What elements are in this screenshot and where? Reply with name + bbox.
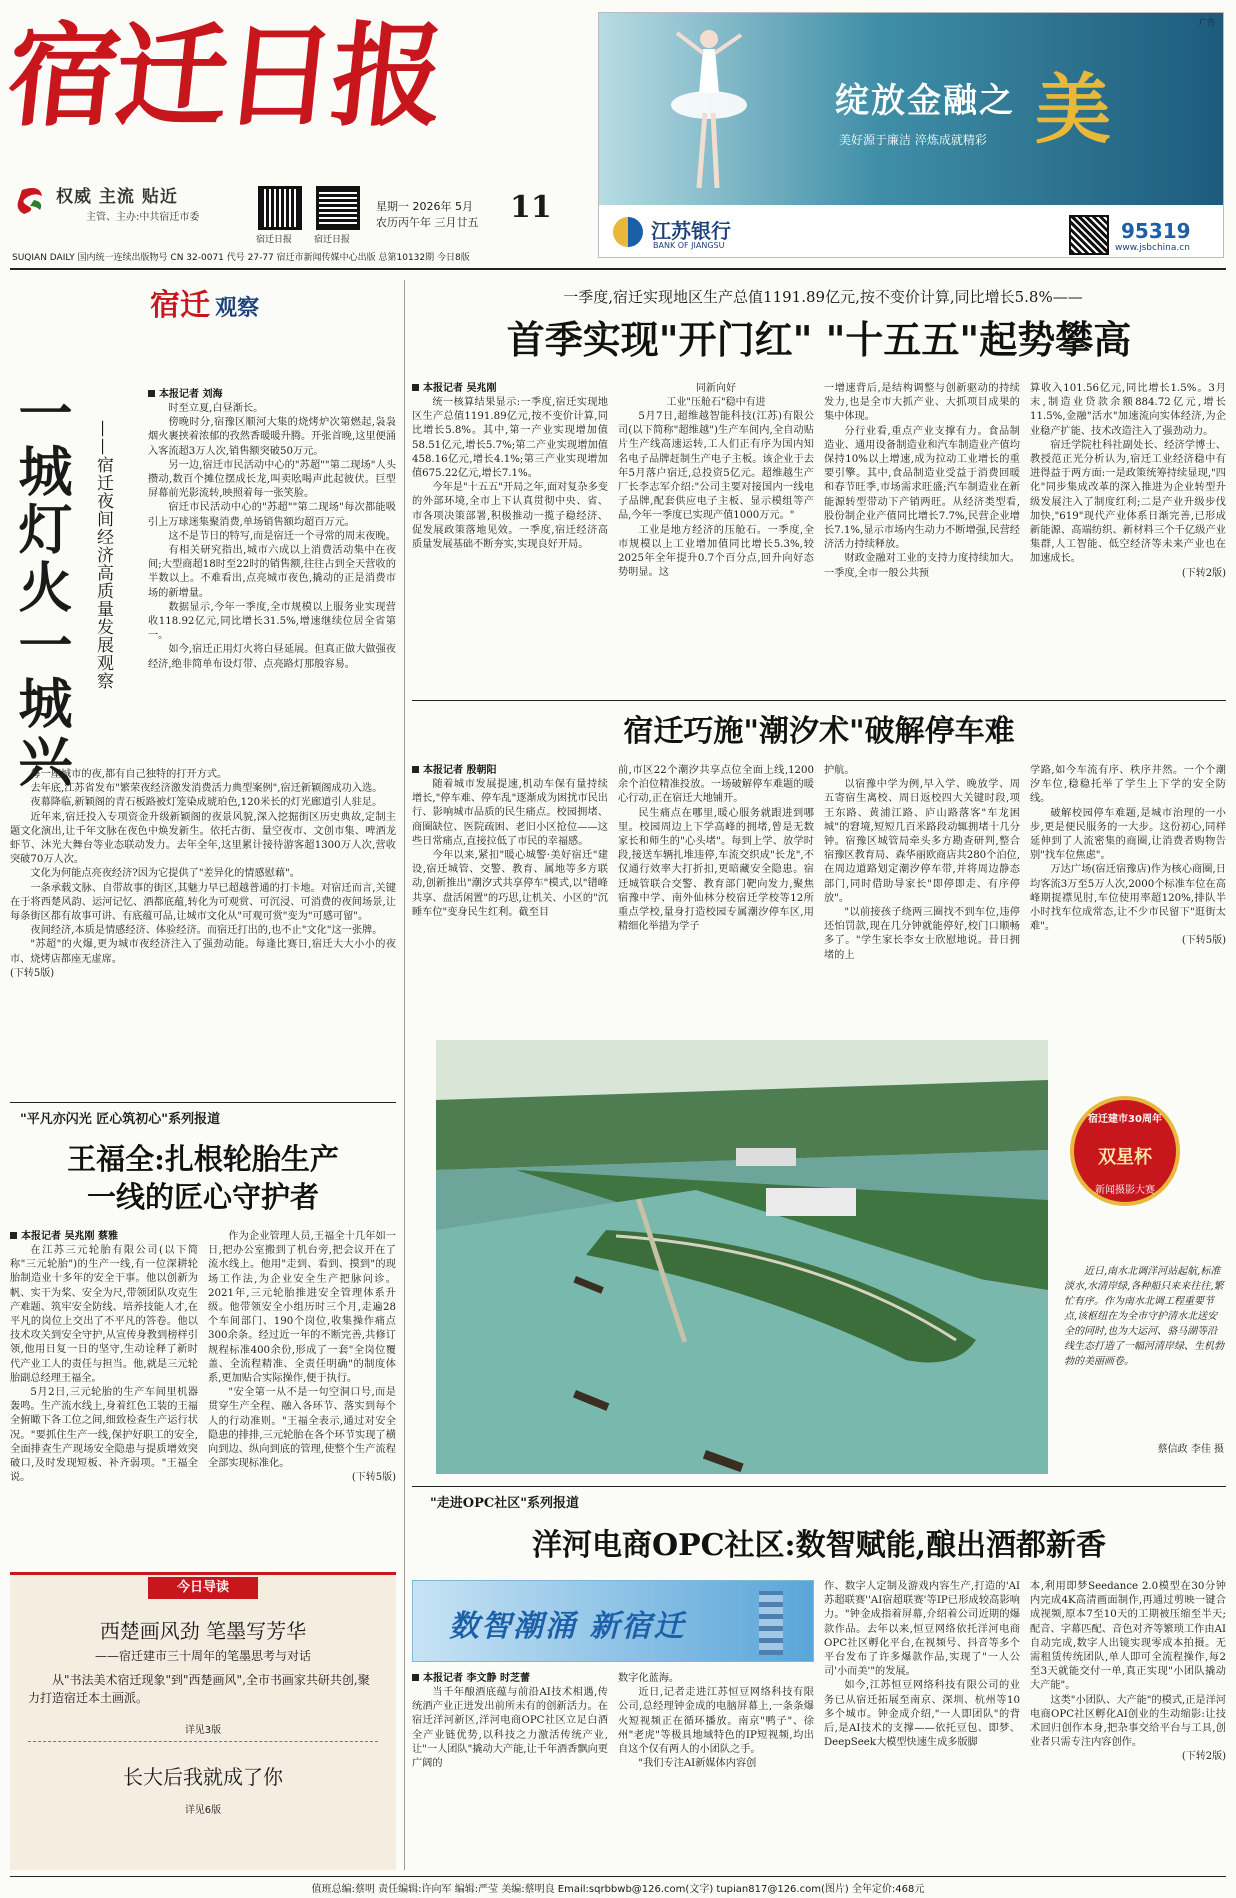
paragraph: 今年是"十五五"开局之年,面对复杂多变的外部环境,全市上下认真贯彻中央、省、市各项决策部署,积极推动一揽子稳经济、促发展政策落地见效。一季度,宿迁经济高质量发展基础不断夯实,实现良好开局。 — [412, 482, 608, 551]
date-line: 星期一 2026年 5月 — [376, 200, 473, 213]
digest-item-title[interactable]: 西楚画风劲 笔墨写芳华 — [99, 1619, 307, 1643]
masthead — [0, 0, 1236, 270]
qr-label: 宿迁日报 — [256, 235, 293, 245]
feature-title: 一城灯火一城兴 — [10, 385, 74, 791]
paragraph: 本,利用即梦Seedance 2.0模型在30分钟内完成4K高清画面制作,再通过剪映一键合成视频,原本7至10天的工期被压缩至半天;配音、字幕匹配、音色对齐等繁琐工作由AI自动完成,数字人出镜实现零成本拍摄。无需租赁传统团队,单人即可全流程操作,每2至3天就能交付一单,真正实现"小团队撬动大产能"。 — [1030, 1581, 1226, 1692]
paragraph: 每一座城市的夜,都有自己独特的打开方式。 — [30, 769, 228, 780]
masthead-info-line: SUQIAN DAILY 国内统一连续出版物号 CN 32-0071 代号 27-77 宿迁市新闻传媒中心出版 总第10132期 今日8版 — [12, 253, 470, 263]
digest-item-title[interactable]: 长大后我就成了你 — [123, 1765, 283, 1789]
paragraph: 一增速背后,是结构调整与创新驱动的持续发力,也是全市大抓产业、大抓项目成果的集中体现。 — [824, 383, 1020, 423]
parking-col-2 — [618, 764, 814, 934]
parking-title: 宿迁巧施"潮汐术"破解停车难 — [623, 714, 1015, 749]
paragraph: 去年底,江苏省发布"繁荣夜经济激发消费活力典型案例",宿迁新颖阁成功入选。 — [30, 783, 383, 795]
section-subhead: 工业"压舱石"稳中有进 — [666, 397, 766, 408]
paragraph: 工业是地方经济的压舱石。一季度,全市规模以上工业增加值同比增长5.3%,较2025年全年提升0.7个百分点,回升向好态势明显。这 — [618, 524, 814, 579]
continue-note: (下转5版) — [351, 1472, 396, 1484]
paragraph: 宿迁学院杜科社副处长、经济学博士、教授范正光分析认为,宿迁工业经济稳中有进得益于两方面:一是政策统筹持续显现,"四化"同步集成改革的深入推进为企业转型升级发展注入了制度红利;二是产业升级步伐加快,"619"现代产业体系日渐完善,已形成新能源、高端纺织、新材料三个千亿级产业集群,人工智能、低空经济等未来产业也在加速成长。 — [1030, 439, 1226, 565]
bank-website[interactable]: www.jsbchina.cn — [1115, 243, 1190, 253]
series-label: "平凡亦闪光 匠心筑初心"系列报道 — [20, 1112, 221, 1127]
bank-name-en: BANK OF JIANGSU — [653, 241, 725, 250]
opc-col-4 — [1030, 1580, 1226, 1764]
paragraph: 近日,记者走进江苏恒豆网络科技有限公司,总经理钟金成的电脑屏幕上,一条条爆火短视频正在循环播放。南京"鸭子"、徐州"老虎"等极具地域特色的IP短视频,均出自这个仅有两人的小团队之手。 — [618, 1687, 814, 1756]
digest-page-ref[interactable]: 详见6版 — [184, 1805, 222, 1816]
paragraph: "苏超"的火爆,更为城市夜经济注入了强劲动能。每逢比赛日,宿迁大大小小的夜市、烧烤店都座无虚席。 — [10, 939, 396, 965]
paragraph: 万达广场(宿迁宿豫店)作为核心商圈,日均客流3万至5万人次,2000个标准车位在高峰期捉襟见肘,车位使用率超120%,排队半小时找车位成常态,让不少市民留下"逛街太难"。 — [1030, 864, 1226, 933]
opc-title: 洋河电商OPC社区:数智赋能,酿出酒都新香 — [531, 1528, 1107, 1563]
story-title: 王福全:扎根轮胎生产 一线的匠心守护者 — [67, 1142, 339, 1214]
byline: 本报记者 吴兆刚 — [412, 382, 608, 396]
paragraph: 财政金融对工业的支持力度持续加大。一季度,全市一般公共预 — [824, 553, 1020, 579]
paragraph: 数据显示,今年一季度,全市规模以上服务业实现营收118.92亿元,同比增长31.5%,增速继续位居全省第一。 — [148, 601, 396, 642]
paragraph: 数字化蓝海。 — [618, 1673, 680, 1684]
byline: 本报记者 吴兆刚 蔡雅 — [10, 1230, 198, 1244]
feature-tag-city: 宿迁 — [150, 288, 210, 323]
paragraph: 学路,如今车流有序、秩序井然。一个个潮汐车位,稳稳托举了学生上下学的安全防线。 — [1030, 765, 1226, 805]
parking-col-4 — [1030, 764, 1226, 948]
ad-subslogan: 美好源于廉洁 淬炼成就精彩 — [839, 133, 987, 147]
qr-label: 宿迁日报 — [314, 235, 351, 245]
paragraph: 时至立夏,白昼渐长。 — [168, 403, 264, 414]
today-digest — [10, 1572, 396, 1870]
continue-note: (下转2版) — [1181, 567, 1226, 579]
story-col-1 — [10, 1230, 198, 1485]
badge-bottom: 新闻摄影大赛 — [1095, 1185, 1155, 1196]
paragraph: 一条承载文脉、自带故事的街区,其魅力早已超越普通的打卡地。对宿迁而言,关键在于将西楚风韵、运河记忆、酒都底蕴,转化为可观赏、可沉浸、可消费的夜间场景,让每条街区都有故事可讲、有底蕴可品,让城市文化从"可观可赏"变为"可感可留"。 — [10, 882, 396, 923]
paragraph: 如今,宿迁正用灯火将白昼延展。但真正做大做强夜经济,绝非简单布设灯带、点亮路灯那般容易。 — [148, 644, 396, 670]
feature-body-top — [148, 388, 396, 672]
paragraph: 以宿豫中学为例,早入学、晚放学、周五寄宿生离校、周日返校四大关键时段,项王东路、黄浦江路、庐山路落客"车龙困城"的窘境,短短几百米路段动辄拥堵十几分钟。宿豫区城管局牵头多方勘查研判,整合宿豫区教育局、森华丽欧商店共280个泊位,在周边道路划定潮汐停车带,并将周边静态部门,同时借助导家长"即停即走、有序停放"。 — [824, 779, 1020, 904]
continue-note: (下转5版) — [10, 967, 55, 979]
masthead-logo: 宿迁日报 — [1, 11, 447, 142]
paragraph: "以前接孩子绕两三圈找不到车位,违停还怕罚款,现在几分钟就能停好,校门口顺畅多了。"学生家长李女士欣慰地说。昔日拥堵的上 — [824, 907, 1020, 961]
bank-name: 江苏银行 — [651, 219, 731, 243]
feature-subtitle: ——宿迁夜间经济高质量发展观察 — [93, 420, 113, 690]
paragraph: 护航。 — [824, 765, 855, 776]
paragraph: 夜幕降临,新颖阁的青石板路被灯笼染成琥珀色,120米长的灯光廊道引人驻足。 — [30, 797, 383, 809]
opc-banner-text: 数智潮涌 新宿迁 — [449, 1609, 686, 1644]
digest-header: 今日导读 — [148, 1577, 258, 1599]
paragraph: "我们专注AI新媒体内容创 — [638, 1758, 757, 1770]
qr-code-icon — [258, 186, 302, 230]
lead-col-3 — [824, 382, 1020, 581]
paragraph: 近年来,宿迁投入专项资金升级新颖阁的夜景风貌,深入挖掘街区历史典故,定制主题文化演出,让千年文脉在夜色中焕发新生。依托古街、量空夜市、文创市集、啤酒龙虾节、沐光大舞台等业态联动发力。去年全年,这里累计接待游客超1300万人次,营收突破70万人次。 — [10, 811, 396, 866]
paragraph: 作、数字人定制及游戏内容生产,打造的'AI苏超联赛''AI宿超联赛'等IP已形成较高影响力。"钟金成指着屏幕,介绍着公司近期的爆款作品。去年以来,恒豆网络依托洋河电商OPC社区孵化平台,在视频号、抖音等多个平台发布了许多爆款作品,实现了"一人公司'小而美'"的发展。 — [824, 1581, 1020, 1678]
paragraph: 分行业看,重点产业支撑有力。食品制造业、通用设备制造业和汽车制造业产值均保持10%以上增速,成为拉动工业增长的重要引擎。其中,食品制造业受益于消费回暖和春节旺季,市场需求旺盛;汽车制造业在新能源转型带动下产销两旺。从经济类型看,股份制企业产值同比增长7.7%,民营企业增长7.1%,显示市场内生动力不断增强,民营经济活力持续释放。 — [824, 425, 1020, 551]
masthead-emblem-icon — [14, 182, 48, 216]
paragraph: 夜间经济,本质是情感经济、体验经济。而宿迁打出的,也不止"文化"这一张牌。 — [30, 925, 383, 937]
ad-slogan: 绽放金融之 — [835, 81, 1015, 121]
masthead-motto: 权威 主流 贴近 — [56, 187, 178, 207]
feature-body-bottom — [10, 768, 396, 981]
paragraph: 民生痛点在哪里,暖心服务就跟进到哪里。校园周边上下学高峰的拥堵,曾是无数家长和师生的"心头堵"。每到上学、放学时段,接送车辆扎堆违停,车流交织成"长龙",不仅通行效率大打折扣,更暗藏安全隐患。宿迁城管联合交警、教育部门靶向发力,聚焦宿豫中学、南外仙林分校宿迁学校等12所重点学校,量身打造校园专属潮汐停车区,用精细化举措为学子 — [618, 807, 814, 933]
ad-slogan-char: 美 — [1035, 65, 1111, 154]
series-label: "走进OPC社区"系列报道 — [430, 1496, 579, 1511]
story-col-2 — [208, 1230, 396, 1485]
paragraph: 算收入101.56亿元,同比增长1.5%。3月末,制造业贷款余额884.72亿元,增长11.5%,金融"活水"加速流向实体经济,为企业稳产扩能、技术改造注入了强劲动力。 — [1030, 383, 1226, 437]
digest-page-ref[interactable]: 详见3版 — [184, 1725, 222, 1736]
paragraph: 破解校园停车难题,是城市治理的一小步,更是便民服务的一大步。这份初心,同样延伸到了人流密集的商圈,让消费者购物告别"找车位焦虑"。 — [1030, 807, 1226, 862]
continue-note: (下转2版) — [1181, 1751, 1226, 1763]
lunar-date: 农历丙午年 三月廿五 — [376, 216, 479, 229]
qr-code-icon — [316, 186, 360, 230]
paragraph: 随着城市发展提速,机动车保有量持续增长,"停车难、停车乱"逐渐成为困扰市民出行、影响城市品质的民生痛点。校园拥堵、商圈缺位、医院疏困、老旧小区抢位——这些日常痛点,直接拉低了市民的幸福感。 — [412, 779, 608, 847]
aerial-photo[interactable] — [436, 1040, 1048, 1474]
opc-col-1 — [412, 1672, 608, 1771]
masthead-sponsor: 主管、主办:中共宿迁市委 — [86, 212, 200, 223]
byline: 本报记者 殷朝阳 — [412, 764, 608, 778]
lead-kicker: 一季度,宿迁实现地区生产总值1191.89亿元,按不变价计算,同比增长5.8%—— — [563, 288, 1083, 306]
paragraph: 5月2日,三元轮胎的生产车间里机器轰鸣。生产流水线上,身着红色工装的王福全俯瞰下各工位之间,细致检查生产运行状况。"要抓住生产一线,保护好职工的安全,全面排查生产现场安全隐患与提质增效突破口,及时发现短板、补齐弱项。"王福全说。 — [10, 1387, 198, 1484]
paragraph: 今年以来,紧扣"暖心城警·美好宿迁"建设,宿迁城管、交警、教育、属地等多方联动,创新推出"潮汐式共享停车"模式,以"错峰共享、盘活闲置"的巧思,让机关、小区的"沉睡车位"变身民生红利。截至目 — [412, 850, 608, 918]
lead-col-4 — [1030, 382, 1226, 581]
opc-col-3 — [824, 1580, 1020, 1750]
dancer-figure — [669, 23, 749, 193]
bank-logo-icon — [613, 217, 643, 247]
pagoda-icon — [759, 1591, 783, 1655]
issue-day: 11 — [510, 190, 552, 225]
feature-tag-label: 观察 — [215, 295, 260, 321]
photo-contest-badge — [1070, 1096, 1180, 1206]
paragraph: 当千年酿酒底蕴与前沿AI技术相遇,传统酒产业正迸发出前所未有的创新活力。在宿迁洋河新区,洋河电商OPC社区立足白酒全产业链优势,以科技之力激活传统产业,让"一人团队"撬动大产能,让千年酒香飘向更广阔的 — [412, 1687, 608, 1770]
paragraph: 如今,江苏恒豆网络科技有限公司的业务已从宿迁拓展至南京、深圳、杭州等10多个城市。钟金成介绍,"一人即团队"的背后,是AI技术的支撑——依托豆包、即梦、DeepSeek大模型快速生成多版脚 — [824, 1680, 1020, 1749]
lead-col-2 — [618, 382, 814, 580]
digest-item-desc: 从"书法美术宿迁现象"到"西楚画风",全市书画家共研共创,聚力打造宿迁本土画派。 — [28, 1673, 370, 1705]
paragraph: 文化为何能点亮夜经济?因为它提供了"差异化的情感慰藉"。 — [30, 868, 300, 880]
paragraph: 这类"小团队、大产能"的模式,正是洋河电商OPC社区孵化AI创业的生动缩影:让技术回归创作本身,把杂事交给平台与工具,创业者只需专注内容创作。 — [1030, 1694, 1226, 1749]
opc-banner — [412, 1580, 814, 1662]
paragraph: 作为企业管理人员,王福全十几年如一日,把办公室搬到了机台旁,把会议开在了流水线上。他用"走到、看到、摸到"的现场工作法,为企业安全生产把脉问诊。2021年,三元轮胎推进安全管理体系升级。他带领安全小组历时三个月,走遍28个车间部门、190个岗位,收集操作痛点300余条。经过近一年的不断完善,共修订规程标准400余份,形成了一套"全岗位覆盖、全流程精准、全责任明确"的制度体系,更加贴合实际操作,便于执行。 — [208, 1231, 396, 1385]
photo-caption: 近日,南水北调洋河站起航,标准淡水,水清岸绿,各种船只来来往往,繁忙有序。作为南水北调工程重要节点,该枢纽在为全市守护清水北送安全的同时,也为大运河、骆马湖等沿线生态打造了一幅河清岸绿、生机勃勃的美丽画卷。 — [1064, 1266, 1224, 1367]
ad-tag: 广告 — [1199, 18, 1215, 27]
section-subhead: 同新向好 — [696, 383, 736, 394]
paragraph: 傍晚时分,宿豫区顺河大集的烧烤炉次第燃起,袅袅烟火裹挟着浓郁的孜然香暖暖升腾。开张首晚,这里便涌入客流超3万人次,销售额突破50万元。 — [148, 417, 396, 457]
feature-tag — [150, 280, 350, 323]
bank-advertisement[interactable] — [598, 12, 1224, 258]
bank-hotline: 95319 — [1121, 219, 1191, 243]
paragraph: 这不是节日的特写,而是宿迁一个寻常的周末夜晚。 — [168, 530, 396, 542]
paragraph: "安全第一从不是一句空洞口号,而是贯穿生产全程、融入各环节、落实到每个人的行动准则。"王福全表示,通过对安全隐患的排排,三元轮胎在各个环节实现了横向到边、纵向到底的管理,使整个生产流程全部实现标准化。 — [208, 1387, 396, 1470]
paragraph: 前,市区22个潮汐共享点位全面上线,1200余个泊位精准投放。一场破解停车难题的暖心行动,正在宿迁大地铺开。 — [618, 765, 814, 805]
lead-title: 首季实现"开门红" "十五五"起势攀高 — [506, 317, 1132, 362]
paragraph: 有相关研究指出,城市六成以上消费活动集中在夜间;大型商超18时至22时的销售额,往往占到全天营收的半数以上。不难看出,点亮城市夜色,撬动的正是消费市场的新增量。 — [148, 545, 396, 599]
parking-col-1 — [412, 764, 608, 920]
footer-credits: 值班总编:蔡明 责任编辑:许向军 编辑:严莹 美编:蔡明良 Email:sqrbbwb@126.com(文字) tupian817@126.com(图片) 全年定价:468元 — [311, 1884, 925, 1895]
badge-mid: 双星杯 — [1098, 1147, 1152, 1168]
parking-col-3 — [824, 764, 1020, 963]
qr-code-icon — [1069, 215, 1109, 255]
paragraph: 5月7日,超维越智能科技(江苏)有限公司(以下简称"超维越")生产车间内,全自动贴片生产线高速运转,工人们正有序为国内知名电子品牌赶制生产电子主板。该企业于去年5月落户宿迁,总投资5亿元。超维越生产厂长李志军介绍:"公司主要对接国内一线电子品牌,配套供应电子主板、显示模组等产品,今年一季度已实现产值1000万元。" — [618, 411, 814, 522]
paragraph: 统一核算结果显示:一季度,宿迁实现地区生产总值1191.89亿元,按不变价计算,同比增长5.8%。其中,第一产业实现增加值58.51亿元,增长5.7%;第二产业实现增加值458.16亿元,增长4.1%;第三产业实现增加值675.22亿元,增长7.1%。 — [412, 397, 608, 480]
byline: 本报记者 刘海 — [148, 388, 396, 402]
lead-col-1 — [412, 382, 608, 552]
photo-credit: 蔡信政 李佳 摄 — [1157, 1444, 1224, 1455]
byline: 本报记者 李文静 时芝蕾 — [412, 1672, 608, 1686]
paragraph: 在江苏三元轮胎有限公司(以下简称"三元轮胎")的生产一线,有一位深耕轮胎制造业十多年的安全干事。他以创新为帆、实干为桨、安全为尺,带领团队攻克生产难题、筑牢安全防线、培养技能人才,在平凡的岗位上交出了不平凡的答卷。他以技术攻关到安全守护,从宣传身教到榜样引领,他用日复一日的坚守,生动诠释了新时代产业工人的责任与担当。他,就是三元轮胎副总经理王福全。 — [10, 1245, 198, 1384]
opc-col-2 — [618, 1672, 814, 1771]
digest-item-subtitle: ——宿迁建市三十周年的笔墨思考与对话 — [94, 1649, 311, 1663]
badge-top: 宿迁建市30周年 — [1088, 1114, 1162, 1125]
paragraph: 宿迁市民活动中心的"苏超""第二现场"每次都能吸引上万球迷集聚消费,单场销售额均超百万元。 — [148, 502, 396, 528]
continue-note: (下转5版) — [1181, 935, 1226, 947]
paragraph: 另一边,宿迁市民活动中心的"苏超""第二现场"人头攒动,数百个摊位摆成长龙,叫卖吆喝声此起彼伏。巨型屏幕前光影流转,映照着每一张笑脸。 — [148, 459, 396, 500]
